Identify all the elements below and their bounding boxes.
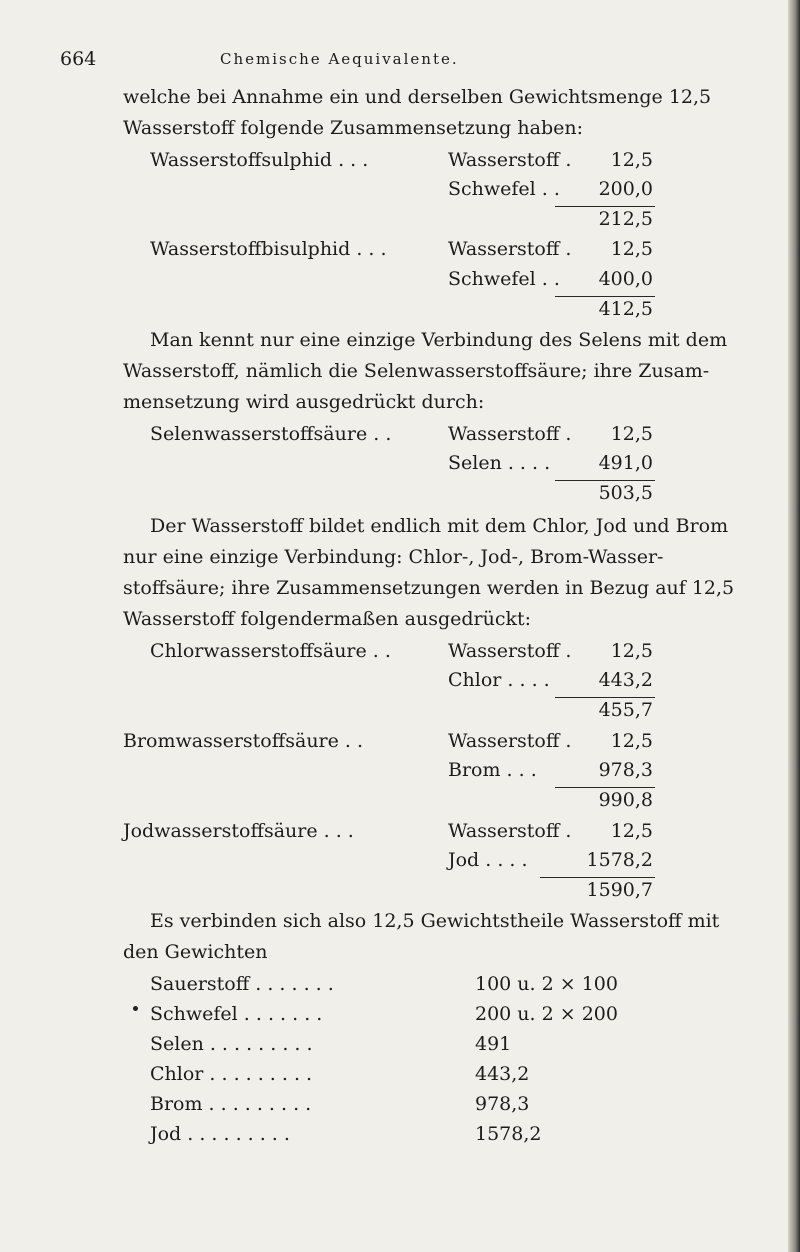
element-name: Wasserstoff . (448, 640, 572, 662)
intro-line-2: Wasserstoff folgende Zusammensetzung haben: (123, 117, 583, 139)
element-value: 978,3 (598, 759, 653, 781)
element-name: Chlor . . . . (448, 669, 550, 691)
element-name: Selen . . . . (448, 452, 551, 474)
element-value: 12,5 (610, 640, 653, 662)
element-value: 12,5 (610, 423, 653, 445)
compound-label: Wasserstoffsulphid . . . (150, 149, 369, 171)
element-value: 12,5 (610, 149, 653, 171)
summary-weight: 1578,2 (475, 1123, 542, 1145)
element-value: 12,5 (610, 730, 653, 752)
summary-weight: 443,2 (475, 1063, 530, 1085)
element-value: 12,5 (610, 820, 653, 842)
summary-weight: 100 u. 2 × 100 (475, 973, 618, 995)
summary-weight: 200 u. 2 × 200 (475, 1003, 618, 1025)
element-value: 12,5 (610, 238, 653, 260)
compound-label: Wasserstoffbisulphid . . . (150, 238, 387, 260)
total-value: 412,5 (598, 298, 653, 320)
total-value: 1590,7 (586, 879, 653, 901)
summary-line-2: den Gewichten (123, 941, 268, 963)
summary-element: Jod . . . . . . . . . (150, 1123, 290, 1145)
summary-element: Brom . . . . . . . . . (150, 1093, 312, 1115)
page-edge (788, 0, 800, 1252)
halogen-paragraph-line-3: stoffsäure; ihre Zusammensetzungen werden in Bezug auf 12,5 (123, 577, 735, 599)
element-value: 443,2 (598, 669, 653, 691)
summary-element: Sauerstoff . . . . . . . (150, 973, 334, 995)
summary-element: Selen . . . . . . . . . (150, 1033, 313, 1055)
sum-rule (555, 480, 655, 481)
sum-rule (555, 296, 655, 297)
intro-line-1: welche bei Annahme ein und derselben Gewichtsmenge 12,5 (123, 86, 712, 108)
sum-rule (555, 206, 655, 207)
summary-element: Schwefel . . . . . . . (150, 1003, 323, 1025)
element-name: Wasserstoff . (448, 238, 572, 260)
element-value: 1578,2 (586, 849, 653, 871)
element-value: 200,0 (598, 178, 653, 200)
summary-line-1: Es verbinden sich also 12,5 Gewichtstheile Wasserstoff mit (150, 910, 720, 932)
halogen-paragraph-line-4: Wasserstoff folgendermaßen ausgedrückt: (123, 608, 532, 630)
element-name: Jod . . . . (448, 849, 528, 871)
compound-label: Bromwasserstoffsäure . . (123, 730, 364, 752)
element-name: Schwefel . . (448, 268, 560, 290)
selenium-paragraph-line-2: Wasserstoff, nämlich die Selenwasserstoffsäure; ihre Zusam- (123, 360, 710, 382)
page-number: 664 (60, 48, 97, 70)
halogen-paragraph-line-1: Der Wasserstoff bildet endlich mit dem Chlor, Jod und Brom (150, 515, 729, 537)
selenium-paragraph-line-1: Man kennt nur eine einzige Verbindung des Selens mit dem (150, 329, 728, 351)
compound-label: Jodwasserstoffsäure . . . (123, 820, 354, 842)
element-value: 491,0 (598, 452, 653, 474)
compound-label: Chlorwasserstoffsäure . . (150, 640, 391, 662)
element-name: Schwefel . . (448, 178, 560, 200)
summary-element: Chlor . . . . . . . . . (150, 1063, 313, 1085)
element-name: Wasserstoff . (448, 149, 572, 171)
compound-label: Selenwasserstoffsäure . . (150, 423, 392, 445)
element-name: Wasserstoff . (448, 423, 572, 445)
running-title: Chemische Aequivalente. (220, 50, 459, 68)
stray-mark-dot (133, 1006, 138, 1011)
page-header (0, 48, 780, 72)
halogen-paragraph-line-2: nur eine einzige Verbindung: Chlor-, Jod-, Brom-Wasser- (123, 546, 664, 568)
summary-weight: 978,3 (475, 1093, 530, 1115)
sum-rule (555, 787, 655, 788)
total-value: 455,7 (598, 699, 653, 721)
total-value: 990,8 (598, 789, 653, 811)
sum-rule (540, 877, 655, 878)
total-value: 503,5 (598, 482, 653, 504)
element-name: Wasserstoff . (448, 730, 572, 752)
sum-rule (555, 697, 655, 698)
element-name: Wasserstoff . (448, 820, 572, 842)
element-value: 400,0 (598, 268, 653, 290)
element-name: Brom . . . (448, 759, 537, 781)
summary-weight: 491 (475, 1033, 512, 1055)
selenium-paragraph-line-3: mensetzung wird ausgedrückt durch: (123, 391, 485, 413)
total-value: 212,5 (598, 208, 653, 230)
